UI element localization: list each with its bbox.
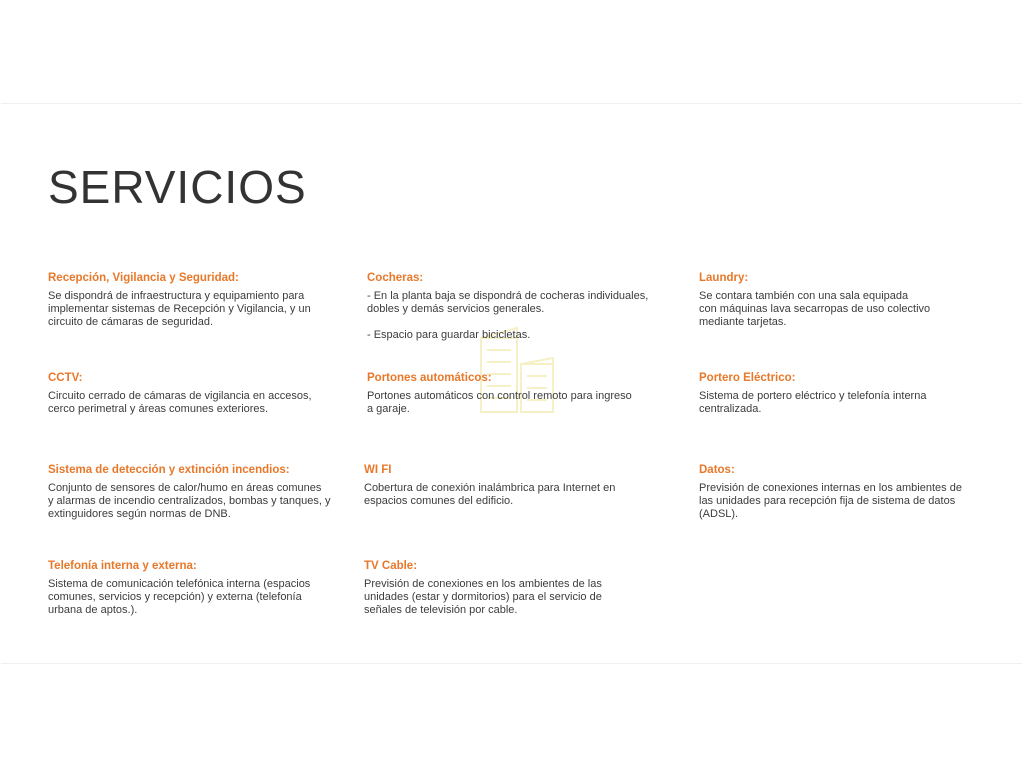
service-title: CCTV:: [48, 372, 83, 384]
service-automatic-gates: [367, 371, 632, 416]
service-telephony: [48, 559, 310, 617]
service-description: Previsión de conexiones en los ambientes de las unidades (estar y dormitorios) para el servicio de señales de televisión por cable.: [364, 578, 602, 616]
service-intercom: [699, 371, 926, 416]
service-description: Previsión de conexiones internas en los ambientes de las unidades para recepción fija de sistema de datos (ADSL).: [699, 482, 962, 520]
service-title: WI FI: [364, 464, 392, 476]
services-slide: [1, 103, 1022, 664]
service-description: Sistema de portero eléctrico y telefonía interna centralizada.: [699, 390, 927, 415]
service-title: Laundry:: [699, 272, 749, 284]
service-wifi: [364, 463, 615, 508]
service-title: Portero Eléctrico:: [699, 372, 796, 384]
service-tv-cable: [364, 559, 602, 617]
service-data: [699, 463, 962, 521]
service-title: Portones automáticos:: [367, 372, 492, 384]
service-description: Cobertura de conexión inalámbrica para Internet en espacios comunes del edificio.: [364, 482, 616, 507]
service-reception: [48, 271, 311, 329]
service-parking: [367, 271, 648, 342]
service-description: Portones automáticos con control remoto para ingreso a garaje.: [367, 390, 632, 415]
service-description: Se contara también con una sala equipada con máquinas lava secarropas de uso colectivo mediante tarjetas.: [699, 290, 931, 328]
service-fire-detection: [48, 463, 331, 521]
service-description: Circuito cerrado de cámaras de vigilancia en accesos, cerco perimetral y áreas comunes exteriores.: [48, 390, 312, 415]
service-description: Conjunto de sensores de calor/humo en áreas comunes y alarmas de incendio centralizados, bombas y tanques, y extinguidores según normas de DNB.: [48, 482, 331, 520]
service-title: TV Cable:: [364, 560, 418, 572]
service-cctv: [48, 371, 312, 416]
service-title: Datos:: [699, 464, 735, 476]
service-title: Telefonía interna y externa:: [48, 560, 197, 572]
service-title: Sistema de detección y extinción incendios:: [48, 464, 290, 476]
service-description: - En la planta baja se dispondrá de cocheras individuales, dobles y demás servicios generales. - Espacio para guardar bicicletas.: [367, 290, 649, 341]
service-description: Sistema de comunicación telefónica interna (espacios comunes, servicios y recepción) y externa (telefonía urbana de aptos.).: [48, 578, 311, 616]
service-laundry: [699, 271, 930, 329]
service-description: Se dispondrá de infraestructura y equipamiento para implementar sistemas de Recepción y Vigilancia, y un circuito de cámaras de seguridad.: [48, 290, 311, 328]
page-title: SERVICIOS: [48, 161, 307, 213]
service-title: Recepción, Vigilancia y Seguridad:: [48, 272, 239, 284]
service-title: Cocheras:: [367, 272, 424, 284]
